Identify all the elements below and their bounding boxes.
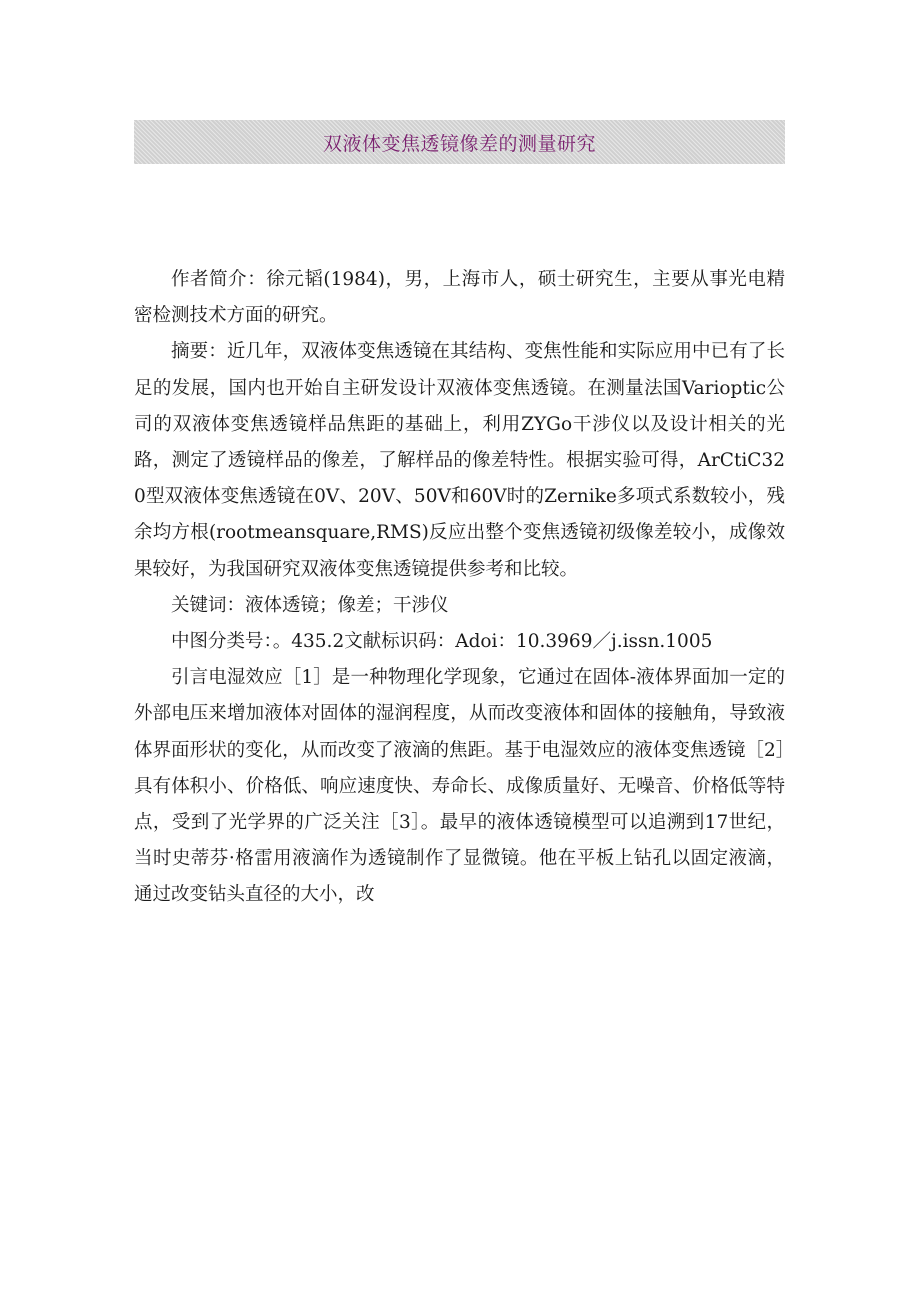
introduction-paragraph: 引言电湿效应［1］是一种物理化学现象，它通过在固体-液体界面加一定的外部电压来增加液体对固体的湿润程度，从而改变液体和固体的接触角，导致液体界面形状的变化，从而改变了液滴的焦距。基于电湿效应的液体变焦透镜［2］具有体积小、价格低、响应速度快、寿命长、成像质量好、无噪音、价格低等特点，受到了光学界的广泛关注［3］。最早的液体透镜模型可以追溯到17世纪，当时史蒂芬·格雷用液滴作为透镜制作了显微镜。他在平板上钻孔以固定液滴，通过改变钻头直径的大小，改 xyxy=(134,667,785,906)
classification-paragraph: 中图分类号：。435.2文献标识码：Adoi：10.3969／j.issn.1005 xyxy=(171,631,713,653)
title-banner xyxy=(134,120,785,164)
document-title: 双液体变焦透镜像差的测量研究 xyxy=(322,132,596,155)
abstract-paragraph: 摘要：近几年，双液体变焦透镜在其结构、变焦性能和实际应用中已有了长足的发展，国内也开始自主研发设计双液体变焦透镜。在测量法国Varioptic公司的双液体变焦透镜样品焦距的基础上，利用ZYGo干涉仪以及设计相关的光路，测定了透镜样品的像差，了解样品的像差特性。根据实验可得，ArCtiC320型双液体变焦透镜在0V、20V、50V和60V时的Zernike多项式系数较小，残余均方根(rootmeansquare,RMS)反应出整个变焦透镜初级像差较小，成像效果较好，为我国研究双液体变焦透镜提供参考和比较。 xyxy=(134,341,785,580)
document-body xyxy=(134,262,785,914)
author-bio-paragraph: 作者简介：徐元韬(1984)，男，上海市人，硕士研究生，主要从事光电精密检测技术方面的研究。 xyxy=(134,269,785,327)
keywords-paragraph: 关键词：液体透镜；像差；干涉仪 xyxy=(171,594,449,616)
